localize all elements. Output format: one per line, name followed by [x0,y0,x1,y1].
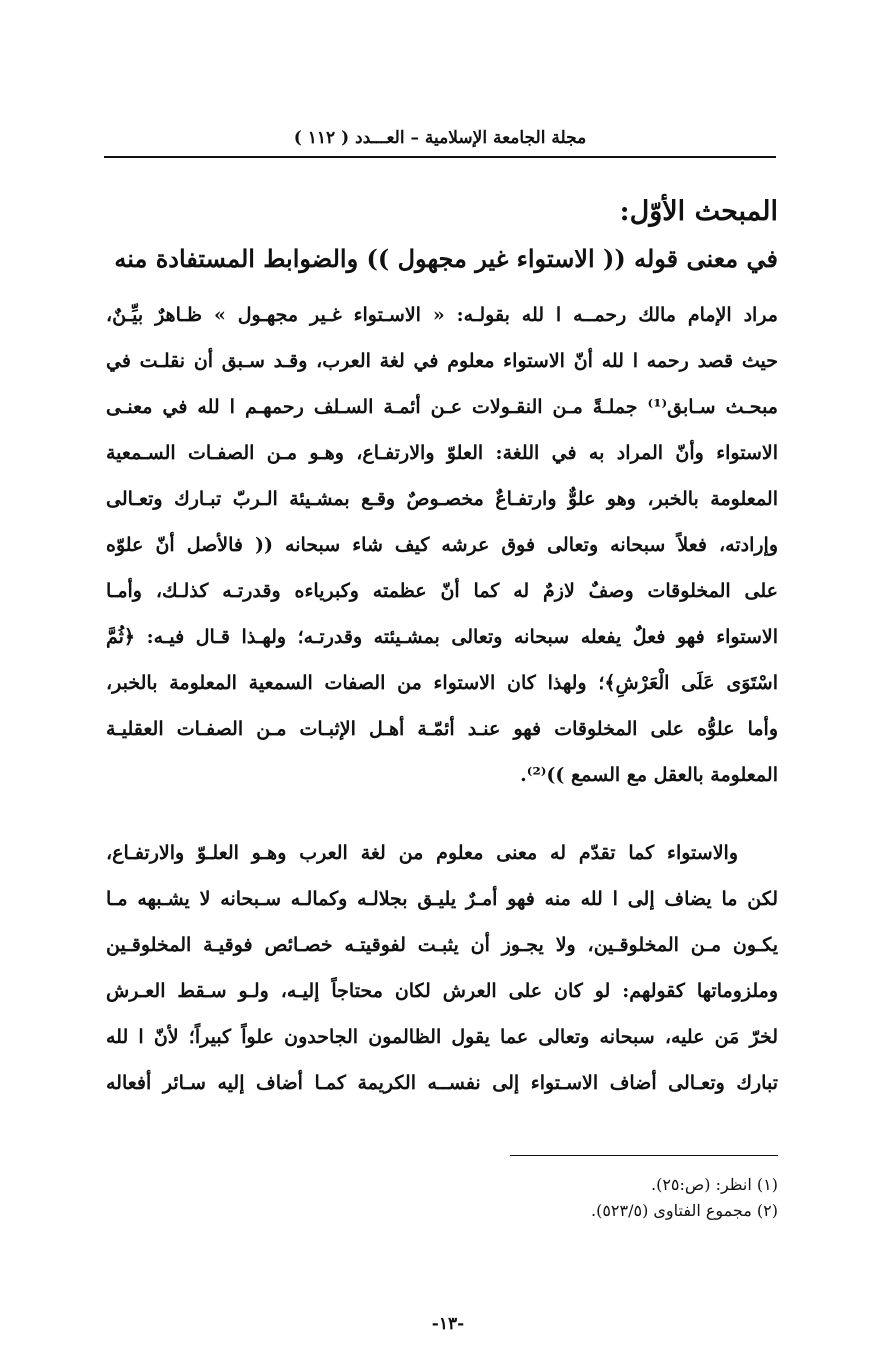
paragraph-line: لكن ما يضاف إلى ا لله منه فهو أمـرٌ يليـق بجلالـه وكمالـه سـبحانه لا يشـبهه مـا [106,888,778,910]
paragraph-line: حيث قصد رحمه ا لله أنّ الاستواء معلوم في لغة العرب، وقـد سـبق أن نقلـت في [106,350,778,372]
paragraph-line: مبحـث سـابق⁽¹⁾ جملـةً مـن النقـولات عـن أئمـة السـلف رحمهـم ا لله في معنـى [106,396,778,418]
section-title: المبحث الأوّل: [619,196,778,227]
paragraph-line: والاستواء كما تقدّم له معنى معلوم من لغة العرب وهـو العلـوّ والارتفـاع، [106,842,738,864]
paragraph-1 [106,292,778,798]
section-subtitle: في معنى قوله (( الاستواء غير مجهول )) والضوابط المستفادة منه [114,244,778,273]
paragraph-line: على المخلوقات وصفٌ لازمٌ له كما أنّ عظمته وكبرياءه وقدرتـه كذلـك، وأمـا [106,580,778,602]
footnotes [106,1172,778,1224]
running-header: مجلة الجامعة الإسلامية – العـــدد ( ١١٢ ) [293,128,587,148]
paragraph-line: وأما علوُّه على المخلوقات فهو عنـد أئمّـة أهـل الإثبـات مـن الصفـات العقليـة [106,718,778,740]
paragraph-line: الاستواء فهو فعلٌ يفعله سبحانه وتعالى بمشـيئته وقدرتـه؛ ولهـذا قـال فيـه: ﴿ثُمَّ [106,626,778,648]
footnote-1: (١) انظر: (ص:٢٥). [651,1175,778,1194]
page-number: -١٣- [431,1314,465,1334]
paragraph-line: تبارك وتعـالى أضاف الاسـتواء إلى نفســه الكريمة كمـا أضاف إليه سـائر أفعاله [106,1072,778,1094]
footnote-rule [510,1155,778,1156]
paragraph-line: اسْتَوَى عَلَى الْعَرْشِ﴾؛ ولهذا كان الاستواء من الصفات السمعية المعلومة بالخبر، [106,672,778,694]
paragraph-line: وملزوماتها كقولهم: لو كان على العرش لكان محتاجاً إليـه، ولـو سـقط العـرش [106,980,778,1002]
paragraph-line: مراد الإمام مالك رحمــه ا لله بقولـه: « الاسـتواء غـير مجهـول » ظـاهرٌ بيِّـنٌ، [106,304,778,326]
paragraph-line: لخرّ مَن عليه، سبحانه وتعالى عما يقول الظالمون الجاحدون علواً كبيراً؛ لأنّ ا لله [106,1026,778,1048]
header-rule [104,156,776,158]
paragraph-line: الاستواء وأنّ المراد به في اللغة: العلوّ والارتفـاع، وهـو مـن الصفـات السـمعية [106,442,778,464]
footnote-2: (٢) مجموع الفتاوى (٥٢٣/٥). [590,1201,778,1220]
paragraph-line: وإرادته، فعلاً سبحانه وتعالى فوق عرشه كيف شاء سبحانه (( فالأصل أنّ علوّه [106,534,778,556]
paragraph-2 [106,830,778,1106]
paragraph-line: المعلومة بالعقل مع السمع ))⁽²⁾. [520,764,778,786]
paragraph-line: يكـون مـن المخلوقـين، ولا يجـوز أن يثبـت لفوقيتـه خصـائص فوقيـة المخلوقـين [106,934,778,956]
paragraph-line: المعلومة بالخبر، وهو علوٌّ وارتفـاعٌ مخصـوصٌ وقـع بمشـيئة الـربّ تبـارك وتعـالى [106,488,778,510]
